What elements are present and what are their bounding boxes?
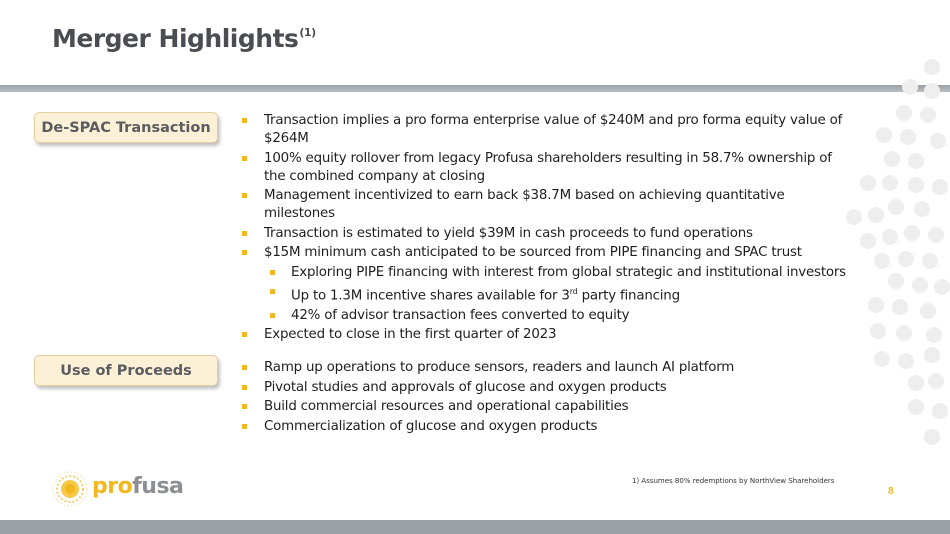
bullet-marker [242,118,247,123]
page-number: 8 [888,486,894,497]
bullet-marker [242,332,247,337]
sub-list-item: 42% of advisor transaction fees converted to equity [242,307,852,325]
bullet-marker [242,404,247,409]
proceeds-bullet-list [242,359,852,437]
list-item: Pivotal studies and approvals of glucose and oxygen products [242,379,852,397]
bullet-marker [270,270,275,275]
list-item: 100% equity rollover from legacy Profusa shareholders resulting in 58.7% ownership of the combined company at closing [242,150,852,186]
bullet-marker [270,289,275,294]
footer-bar [0,520,950,534]
use-of-proceeds-label: Use of Proceeds [34,355,218,386]
footnote: 1) Assumes 80% redemptions by NorthView Shareholders [632,477,835,485]
bullet-marker [242,156,247,161]
bullet-marker [242,231,247,236]
decorative-dots [840,55,950,455]
profusa-logo-text: profusa [92,474,184,499]
sub-list-item: Exploring PIPE financing with interest from global strategic and institutional investors [242,264,852,282]
list-item: Build commercial resources and operational capabilities [242,398,852,416]
page-title: Merger Highlights$^{(1)}$ [52,24,316,53]
list-item: Ramp up operations to produce sensors, readers and launch AI platform [242,359,852,377]
bullet-marker [270,313,275,318]
list-item: Transaction is estimated to yield $39M in cash proceeds to fund operations [242,225,852,243]
list-item: Management incentivized to earn back $38.7M based on achieving quantitative milestones [242,187,852,223]
list-item: Expected to close in the first quarter of 2023 [242,326,852,344]
list-item: Commercialization of glucose and oxygen products [242,418,852,436]
title-footnote-ref: (1) [299,25,316,39]
list-item: $15M minimum cash anticipated to be sourced from PIPE financing and SPAC trust [242,244,852,262]
list-item: Transaction implies a pro forma enterprise value of $240M and pro forma equity value of $264M [242,112,852,148]
bullet-marker [242,385,247,390]
sub-list-item: Up to 1.3M incentive shares available for 3rd party financing [242,283,852,305]
bullet-marker [242,365,247,370]
bullet-marker [242,193,247,198]
header-divider [0,85,950,92]
despac-transaction-label: De-SPAC Transaction [34,112,218,143]
bullet-marker [242,250,247,255]
despac-bullet-list [242,112,852,346]
bullet-marker [242,424,247,429]
